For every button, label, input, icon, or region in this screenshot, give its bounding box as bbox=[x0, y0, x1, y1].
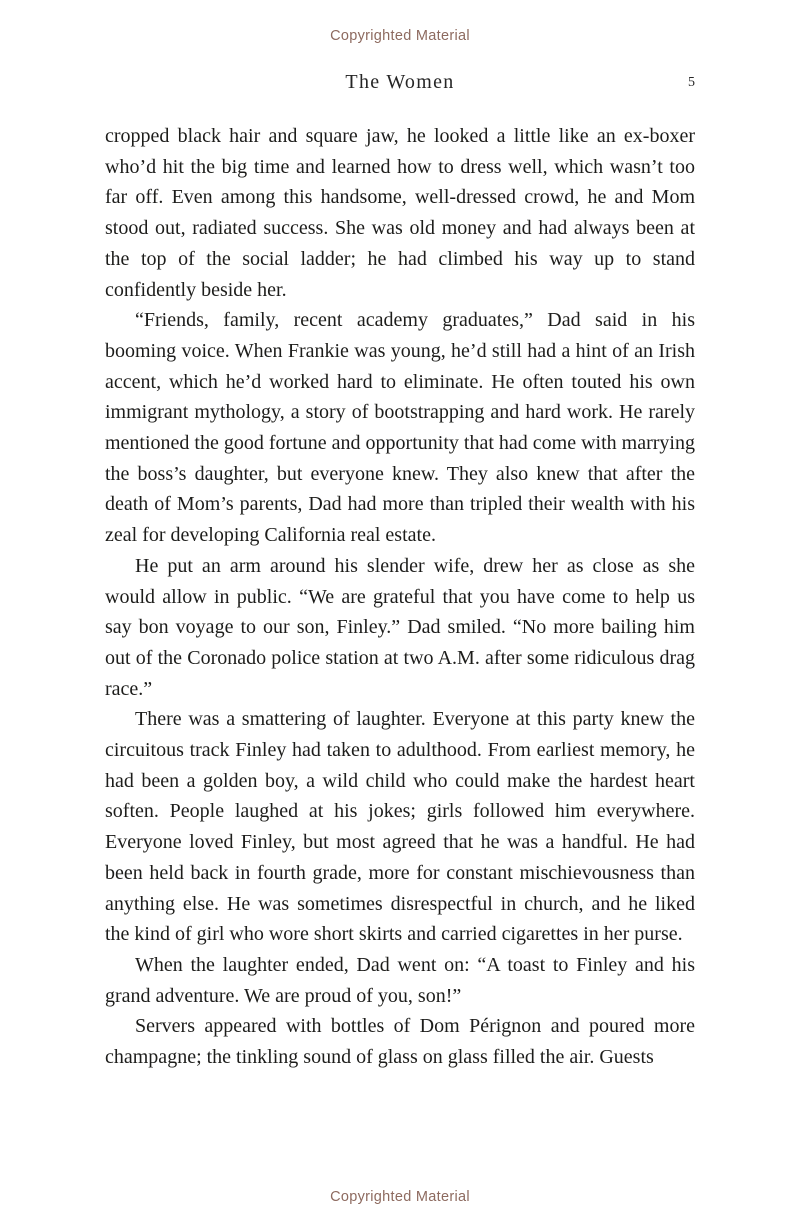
copyright-notice-top: Copyrighted Material bbox=[330, 28, 470, 44]
copyright-notice-bottom: Copyrighted Material bbox=[330, 1189, 470, 1205]
body-paragraph: cropped black hair and square jaw, he looked a little like an ex-boxer who’d hit the big time and learned how to dress well, which wasn’t too far off. Even among this handsome, well-dressed crowd, he and Mom stood out, radiated success. She was old money and had always been at the top of the social ladder; he had climbed his way up to stand confidently beside her. bbox=[105, 125, 695, 301]
body-text-block bbox=[105, 121, 695, 1073]
body-paragraph: When the laughter ended, Dad went on: “A toast to Finley and his grand adventure. We are proud of you, son!” bbox=[105, 953, 695, 1007]
running-header-title: The Women bbox=[345, 71, 455, 93]
page-number: 5 bbox=[688, 75, 695, 90]
page-header bbox=[105, 71, 695, 99]
body-paragraph: There was a smattering of laughter. Everyone at this party knew the circuitous track Finley had taken to adulthood. From earliest memory, he had been a golden boy, a wild child who could make the hardest heart soften. People laughed at his jokes; girls followed him everywhere. Everyone loved Finley, but most agreed that he was a handful. He had been held back in fourth grade, more for constant mischievousness than anything else. He was sometimes disrespectful in church, and he liked the kind of girl who wore short skirts and carried cigarettes in her purse. bbox=[105, 708, 695, 946]
body-paragraph: “Friends, family, recent academy graduates,” Dad said in his booming voice. When Frankie was young, he’d still had a hint of an Irish accent, which he’d worked hard to eliminate. He often touted his own immigrant mythology, a story of bootstrapping and hard work. He rarely mentioned the good fortune and opportunity that had come with marrying the boss’s daughter, but everyone knew. They also knew that after the death of Mom’s parents, Dad had more than tripled their wealth with his zeal for developing California real estate. bbox=[105, 309, 695, 547]
body-paragraph: Servers appeared with bottles of Dom Pérignon and poured more champagne; the tinkling sound of glass on glass filled the air. Guests bbox=[105, 1015, 695, 1069]
body-paragraph: He put an arm around his slender wife, drew her as close as she would allow in public. “We are grateful that you have come to help us say bon voyage to our son, Finley.” Dad smiled. “No more bailing him out of the Coronado police station at two A.M. after some ridiculous drag race.” bbox=[105, 554, 695, 700]
